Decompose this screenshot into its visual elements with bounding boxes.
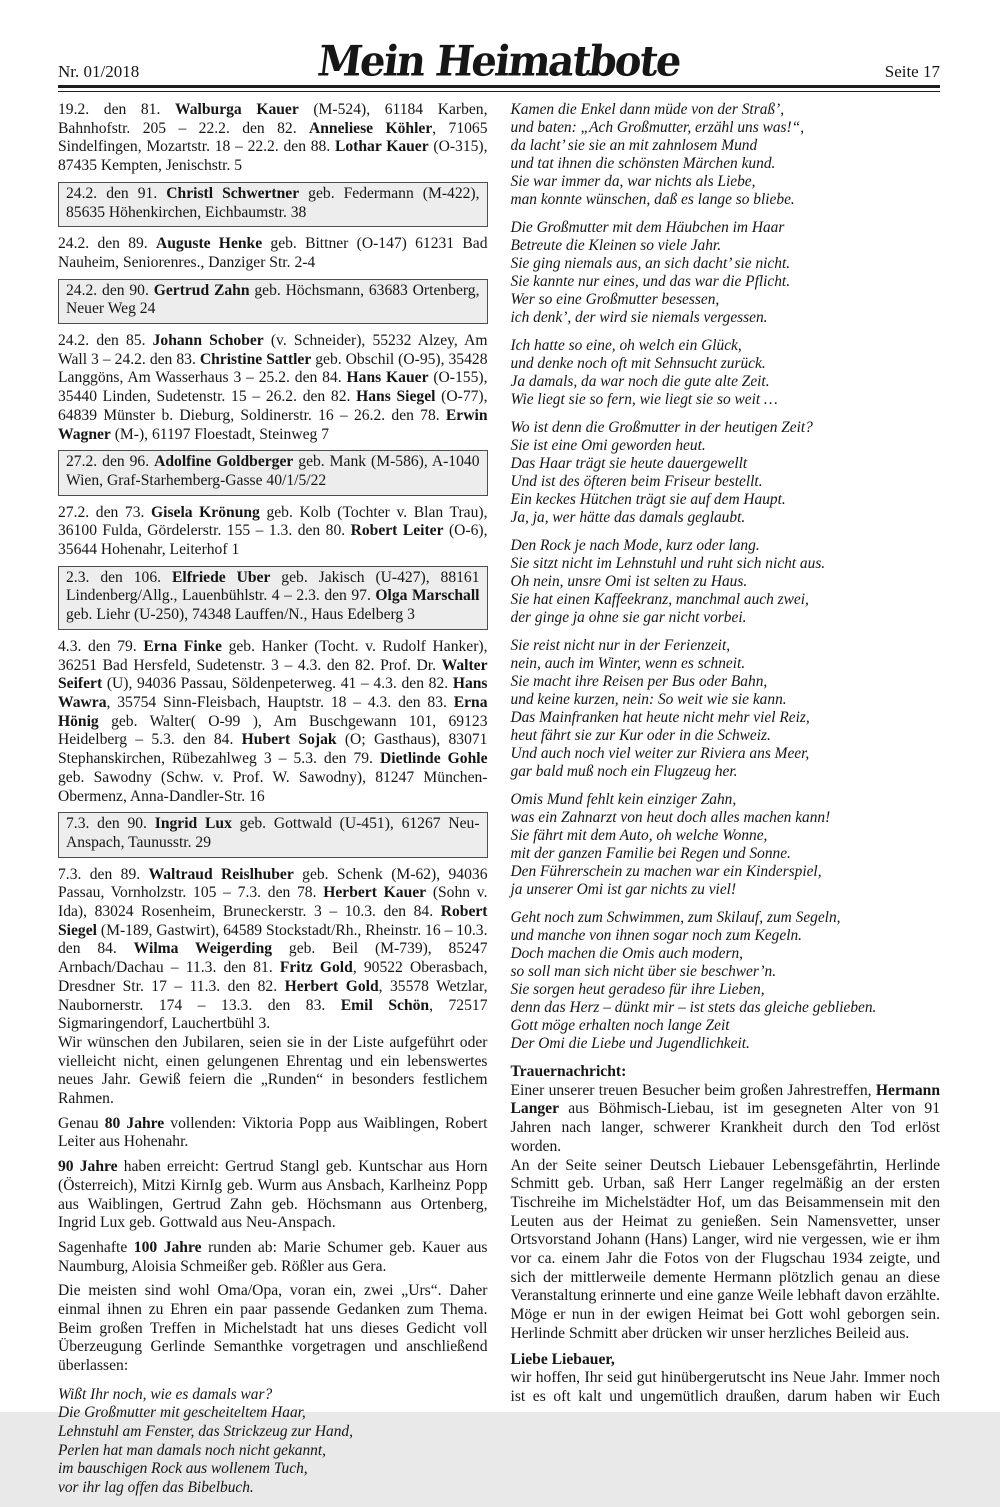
page-header	[58, 30, 940, 87]
poem-stanza: Omis Mund fehlt kein einziger Zahn, was ein Zahnarzt von heut doch alles machen kann! Sie fährt mit dem Auto, oh welche Wonne, mit der ganzen Familie bei Regen und Sonne. Den Führerschein zu machen war ein Kinderspiel, ja unserer Omi ist gar nichts zu viel!	[510, 791, 831, 898]
jubilee-box: 7.3. den 90. Ingrid Lux geb. Gottwald (U-451), 61267 Neu-Anspach, Taunusstr. 29	[58, 812, 488, 857]
jubilee-box: 24.2. den 90. Gertrud Zahn geb. Höchsmann, 63683 Ortenberg, Neuer Weg 24	[58, 279, 488, 324]
milestone-100-paragraph: Sagenhafte 100 Jahre runden ab: Marie Schumer geb. Kauer aus Naumburg, Aloisia Schmeißer geb. Rößler aus Gera.	[58, 1238, 488, 1275]
poem-stanza: Wißt Ihr noch, wie es damals war? Die Großmutter mit gescheiteltem Haar, Lehnstuhl am Fenster, das Strickzeug zur Hand, Perlen hat man damals noch nicht gekannt, im bauschigen Rock aus wollenem Tuch, vor ihr lag offen das Bibelbuch.	[58, 1385, 353, 1496]
poem-intro-paragraph: Die meisten sind wohl Oma/Opa, voran ein, zwei „Urs“. Daher einmal ihnen zu Ehren ein paar passende Gedanken zum Thema. Beim großen Treffen in Michelstadt hat uns dieses Gedicht voll Überzeugung Gerlinde Semanthke vorgetragen und anschließend überlassen:	[58, 1282, 488, 1375]
left-column	[58, 101, 488, 1507]
issue-number: Nr. 01/2018	[58, 62, 140, 81]
page-number: Seite 17	[884, 62, 940, 81]
jubilee-paragraph: 7.3. den 89. Waltraud Reislhuber geb. Schenk (M-62), 94036 Passau, Vornholzstr. 105 – 7.3. den 78. Herbert Kauer (Sohn v. Ida), 83024 Rosenheim, Bruneckerstr. 3 – 10.3. den 84. Robert Siegel (M-189, Gastwirt), 64589 Stockstadt/Rh., Rheinstr. 16 – 10.3. den 84. Wilma Weigerding geb. Beil (M-739), 85247 Arnbach/Dachau – 11.3. den 81. Fritz Gold, 90522 Oberasbach, Dresdner Str. 17 – 11.3. den 82. Herbert Gold, 35578 Wetzlar, Naubornerstr. 174 – 13.3. den 83. Emil Schön, 72517 Sigmaringendorf, Lauchertbühl 3.	[58, 865, 488, 1033]
milestone-90-paragraph: 90 Jahre haben erreicht: Gertrud Stangl geb. Kuntschar aus Horn (Österreich), Mitzi KirnIg geb. Wurm aus Ansbach, Karlheinz Popp aus Waiblingen, Gertrud Zahn geb. Höchsmann aus Ortenberg, Ingrid Lux geb. Gottwald aus Neu-Anspach.	[58, 1158, 488, 1232]
jubilee-paragraph: 24.2. den 89. Auguste Henke geb. Bittner (O-147) 61231 Bad Nauheim, Seniorenres., Danziger Str. 2-4	[58, 235, 488, 271]
poem-stanza: Sie reist nicht nur in der Ferienzeit, nein, auch im Winter, wenn es schneit. Sie macht ihre Reisen per Bus oder Bahn, und keine kurzen, nein: So weit wie sie kann. Das Mainfranken hat heute nicht mehr viel Reiz, heut fährt sie zur Kur oder in die Schweiz. Und auch noch viel weiter zur Riviera ans Meer, gar bald muß noch ein Flugzeug her.	[510, 637, 810, 780]
obituary-heading: Trauernachricht:	[510, 1063, 627, 1080]
jubilee-box: 27.2. den 96. Adolfine Goldberger geb. Mank (M-586), A-1040 Wien, Graf-Starhemberg-Gasse 40/1/5/22	[58, 450, 488, 495]
poem-stanza: Kamen die Enkel dann müde von der Straß’, und baten: „Ach Großmutter, erzähl uns was!“, da lacht’ sie sie an mit zahnlosem Mund und tat ihnen die schönsten Märchen kund. Sie war immer da, war nichts als Liebe, man konnte wünschen, daß es lange so bliebe.	[510, 101, 805, 208]
jubilee-paragraph: 24.2. den 85. Johann Schober (v. Schneider), 55232 Alzey, Am Wall 3 – 24.2. den 83. Christine Sattler geb. Obschil (O-95), 35428 Langgöns, Am Wasserhaus 3 – 25.2. den 84. Hans Kauer (O-155), 35440 Linden, Sudetenstr. 15 – 26.2. den 82. Hans Siegel (O-77), 64839 Münster b. Dieburg, Soldinerstr. 16 – 26.2. den 78. Erwin Wagner (M-), 61197 Floestadt, Steinweg 7	[58, 332, 488, 443]
poem-stanza: Geht noch zum Schwimmen, zum Skilauf, zum Segeln, und manche von ihnen sogar noch zum Kegeln. Doch machen die Omis auch modern, so soll man sich nicht über sie beschwer’n. Sie sorgen heut geradeso für ihre Lieben, denn das Herz – dünkt mir – ist stets das gleiche geblieben. Gott möge erhalten noch lange Zeit Der Omi die Liebe und Jugendlichkeit.	[510, 909, 877, 1052]
page-body	[58, 101, 940, 1507]
jubilee-box: 24.2. den 91. Christl Schwertner geb. Federmann (M-422), 85635 Höhenkirchen, Eichbaumstr. 38	[58, 182, 488, 227]
greeting-paragraph: wir hoffen, Ihr seid gut hinübergerutscht ins Neue Jahr. Immer noch ist es oft kalt und ungemütlich draußen, darum haben wir Euch	[510, 1369, 940, 1405]
jubilee-paragraph: 27.2. den 73. Gisela Krönung geb. Kolb (Tochter v. Blan Trau), 36100 Fulda, Gördelerstr. 155 – 1.3. den 80. Robert Leiter (O-6), 35644 Hohenahr, Leiterhof 1	[58, 503, 488, 559]
poem-stanza: Wo ist denn die Großmutter in der heutigen Zeit? Sie ist eine Omi geworden heut. Das Haar trägt sie heute dauergewellt Und ist des öfteren beim Friseur bestellt. Ein keckes Hütchen trägt sie auf dem Haupt. Ja, ja, wer hätte das damals geglaubt.	[510, 419, 813, 526]
jubilee-paragraph: 4.3. den 79. Erna Finke geb. Hanker (Tocht. v. Rudolf Hanker), 36251 Bad Hersfeld, Sudetenstr. 3 – 4.3. den 82. Prof. Dr. Walter Seifert (U), 94036 Passau, Söldenpeterweg. 41 – 4.3. den 82. Hans Wawra, 35754 Sinn-Fleisbach, Hauptstr. 18 – 4.3. den 83. Erna Hönig geb. Walter( O-99 ), Am Buschgewann 101, 69123 Heidelberg – 5.3. den 84. Hubert Sojak (O; Gasthaus), 83071 Stephanskirchen, Rübezahlweg 3 – 5.3. den 79. Dietlinde Gohle geb. Sawodny (Schw. v. Prof. W. Sawodny), 81247 München-Obermenz, Anna-Dandler-Str. 16	[58, 637, 488, 805]
masthead-logo: Mein Heimatbote	[315, 36, 683, 87]
obituary-paragraph: An der Seite seiner Deutsch Liebauer Lebensgefährtin, Herlinde Schmitt geb. Urban, saß Herr Langer regelmäßig an der ersten Tischreihe im Michelstädter Hof, um das Beisammensein mit den Leuten aus der Heimat zu genießen. Sein Namensvetter, unser Ortsvorstand Johann (Hans) Langer, wird nie vergessen, wie er ihm vor ca. einem Jahr die Fotos von der Flugschau 1934 zeigte, und sich der mittlerweile demente Hermann plötzlich genau an diese Veranstaltung erinnerte und eine ganze Weile lebhaft davon erzählte. Möge er nun in der ewigen Heimat bei Gott wohl geborgen sein. Herlinde Schmitt aber drücken wir unser herzliches Beileid aus.	[510, 1156, 940, 1342]
poem-stanza: Die Großmutter mit dem Häubchen im Haar Betreute die Kleinen so viele Jahr. Sie ging niemals aus, an sich dacht’ sie nicht. Sie kannte nur eines, und das war die Pflicht. Wer so eine Großmutter besessen, ich denk’, der wird sie niemals vergessen.	[510, 219, 791, 326]
wishes-paragraph: Wir wünschen den Jubilaren, seien sie in der Liste aufgeführt oder vielleicht nicht, einen gelungenen Ehrentag und ein lebenswertes neues Jahr. Gewiß feiern die „Runden“ in besonders festlichem Rahmen.	[58, 1033, 488, 1108]
greeting-heading: Liebe Liebauer,	[510, 1350, 615, 1368]
poem-stanza: Ich hatte so eine, oh welch ein Glück, und denke noch oft mit Sehnsucht zurück. Ja damals, da war noch die gute alte Zeit. Wie liegt sie so fern, wie liegt sie so weit …	[510, 337, 778, 408]
right-column	[511, 101, 941, 1507]
milestone-80-paragraph: Genau 80 Jahre vollenden: Viktoria Popp aus Waiblingen, Robert Leiter aus Hohenahr.	[58, 1114, 488, 1151]
jubilee-box: 2.3. den 106. Elfriede Uber geb. Jakisch (U-427), 88161 Lindenberg/Allg., Lauenbühlstr. 4 – 2.3. den 97. Olga Marschall geb. Liehr (U-250), 74348 Lauffen/N., Haus Edelberg 3	[58, 566, 488, 630]
jubilee-paragraph: 19.2. den 81. Walburga Kauer (M-524), 61184 Karben, Bahnhofstr. 205 – 22.2. den 82. Anneliese Köhler, 71065 Sindelfingen, Mozartstr. 18 – 22.2. den 88. Lothar Kauer (O-315), 87435 Kempten, Jenischstr. 5	[58, 101, 488, 175]
obituary-paragraph: Einer unserer treuen Besucher beim großen Jahrestreffen, Hermann Langer aus Böhmisch-Liebau, ist im gesegneten Alter von 91 Jahren nach langer, schwerer Krankheit durch den Tod erlöst worden.	[510, 1081, 940, 1155]
poem-stanza: Den Rock je nach Mode, kurz oder lang. Sie sitzt nicht im Lehnstuhl und ruht sich nicht aus. Oh nein, unsre Omi ist selten zu Haus. Sie hat einen Kaffeekranz, manchmal auch zwei, der ginge ja ohne sie gar nicht vorbei.	[510, 537, 826, 626]
